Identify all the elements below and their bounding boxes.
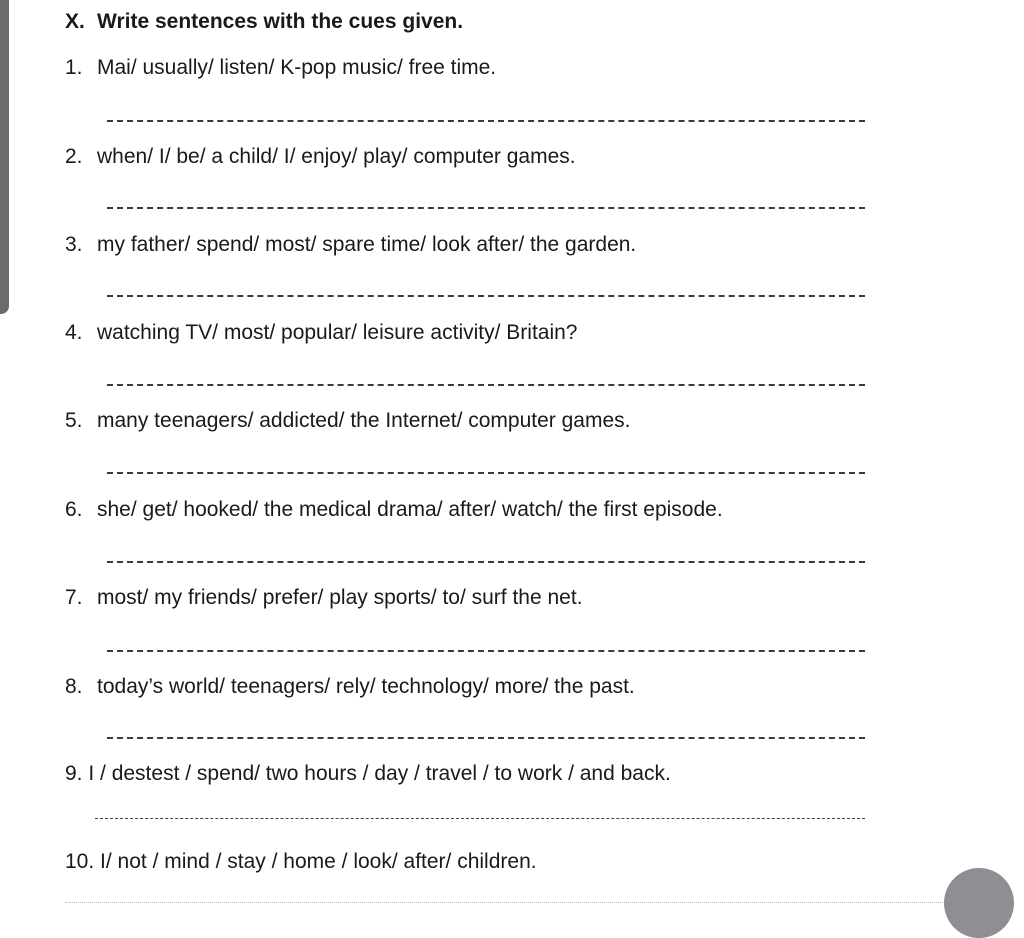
question-8 xyxy=(65,675,635,699)
question-7 xyxy=(65,586,583,610)
answer-line-3[interactable] xyxy=(107,295,865,297)
question-number: 8. xyxy=(65,675,83,698)
answer-line-10[interactable] xyxy=(65,902,945,903)
question-text: many teenagers/ addicted/ the Internet/ computer games. xyxy=(97,409,631,432)
answer-line-5[interactable] xyxy=(107,472,865,474)
question-text: Mai/ usually/ listen/ K-pop music/ free time. xyxy=(97,56,497,79)
question-number: 4. xyxy=(65,321,83,344)
exercise-number: X. xyxy=(65,10,85,33)
question-4 xyxy=(65,321,578,345)
question-text: I / destest / spend/ two hours / day / travel / to work / and back. xyxy=(88,762,671,785)
answer-line-2[interactable] xyxy=(107,207,865,209)
question-number: 2. xyxy=(65,145,83,168)
question-text: most/ my friends/ prefer/ play sports/ to/ surf the net. xyxy=(97,586,583,609)
question-5 xyxy=(65,409,630,433)
question-text: my father/ spend/ most/ spare time/ look after/ the garden. xyxy=(97,233,637,256)
question-text: when/ I/ be/ a child/ I/ enjoy/ play/ computer games. xyxy=(97,145,576,168)
answer-line-6[interactable] xyxy=(107,561,865,563)
question-2 xyxy=(65,145,576,169)
question-number: 1. xyxy=(65,56,83,79)
question-text: today’s world/ teenagers/ rely/ technology/ more/ the past. xyxy=(97,675,635,698)
question-number: 10. xyxy=(65,850,95,873)
answer-line-8[interactable] xyxy=(107,737,865,739)
question-text: watching TV/ most/ popular/ leisure activity/ Britain? xyxy=(97,321,578,344)
question-text: she/ get/ hooked/ the medical drama/ after/ watch/ the first episode. xyxy=(97,498,723,521)
exercise-heading xyxy=(65,10,463,34)
answer-line-7[interactable] xyxy=(107,650,865,652)
question-3 xyxy=(65,233,636,257)
answer-line-9[interactable] xyxy=(95,818,865,819)
exercise-title: Write sentences with the cues given. xyxy=(97,10,464,33)
question-9 xyxy=(65,762,671,786)
question-number: 7. xyxy=(65,586,83,609)
question-10 xyxy=(65,850,537,874)
question-number: 5. xyxy=(65,409,83,432)
question-number: 3. xyxy=(65,233,83,256)
answer-line-4[interactable] xyxy=(107,384,865,386)
question-text: I/ not / mind / stay / home / look/ after/ children. xyxy=(100,850,537,873)
answer-line-1[interactable] xyxy=(107,120,865,122)
floating-action-button[interactable] xyxy=(944,868,1014,938)
question-number: 9. xyxy=(65,762,83,785)
question-number: 6. xyxy=(65,498,83,521)
question-6 xyxy=(65,498,723,522)
question-1 xyxy=(65,56,496,80)
